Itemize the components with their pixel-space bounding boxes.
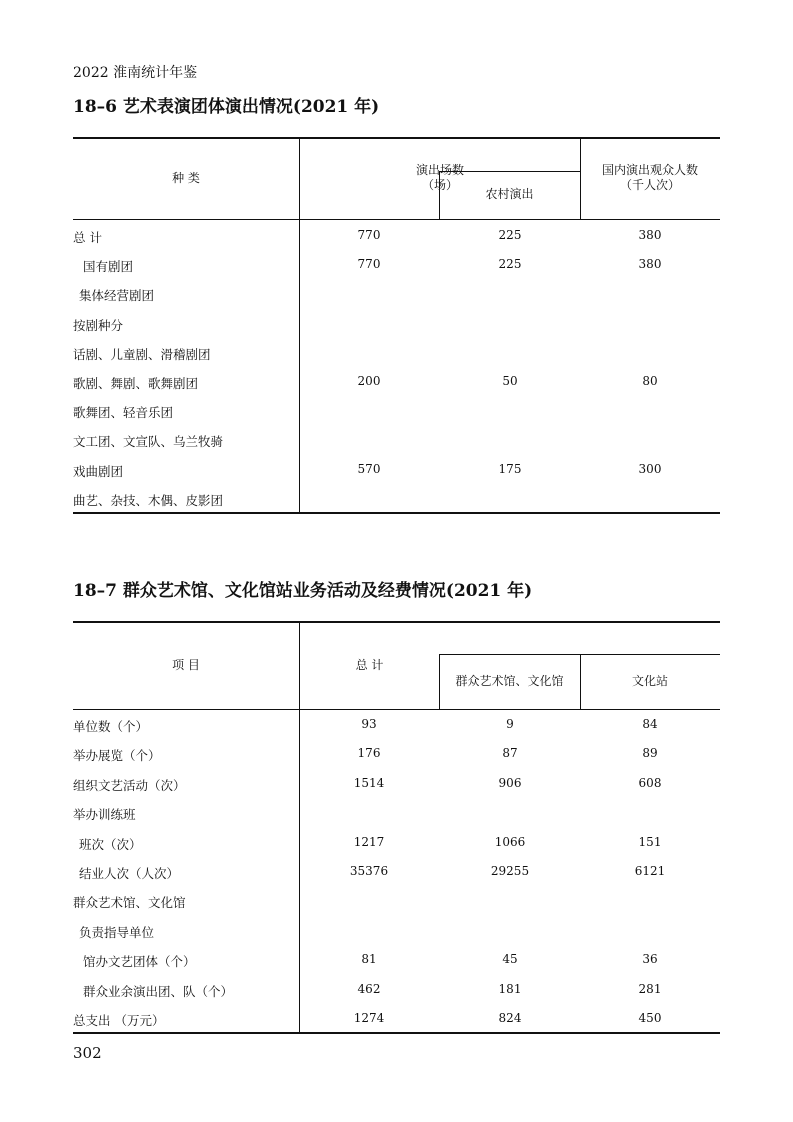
row-label: 歌剧、舞剧、歌舞剧团 xyxy=(73,376,199,391)
row-value-col1: 770 xyxy=(357,228,381,242)
table2-header-col3: 文化站 xyxy=(631,674,668,688)
row-value-col2: 87 xyxy=(502,746,518,761)
table2-title: 18–7 群众艺术馆、文化馆站业务活动及经费情况(2021 年) xyxy=(73,581,533,601)
table-row xyxy=(73,426,720,455)
row-value-col2: 9 xyxy=(506,717,514,731)
table-row xyxy=(73,799,720,828)
table-row xyxy=(73,280,720,309)
row-label: 单位数（个） xyxy=(73,719,149,734)
table1-header-col0: 种 类 xyxy=(172,171,200,185)
table1-header-col3: 国内演出观众人数 （千人次） xyxy=(601,163,698,192)
row-value-col2: 50 xyxy=(502,374,518,388)
row-value-col3: 281 xyxy=(638,981,662,996)
row-label: 总 计 xyxy=(73,230,102,245)
row-value-col1: 93 xyxy=(361,717,377,731)
row-label: 群众艺术馆、文化馆 xyxy=(73,895,186,911)
row-label: 按剧种分 xyxy=(73,317,124,333)
table-row xyxy=(73,339,720,368)
table-row xyxy=(73,829,720,858)
row-value-col1: 462 xyxy=(357,981,381,996)
row-value-col3: 89 xyxy=(642,746,658,761)
table-row xyxy=(73,858,720,887)
row-label: 总支出 （万元） xyxy=(73,1013,165,1028)
row-label: 举办展览（个） xyxy=(73,748,161,764)
table2-header-col1: 总 计 xyxy=(355,658,384,672)
table-row xyxy=(73,368,720,397)
row-label: 话剧、儿童剧、滑稽剧团 xyxy=(73,346,211,362)
row-label: 班次（次） xyxy=(79,836,142,852)
row-label: 组织文艺活动（次） xyxy=(73,777,186,793)
running-header: 2022 淮南统计年鉴 xyxy=(73,65,198,81)
table2-subheader-rule xyxy=(439,654,720,655)
table-row xyxy=(73,946,720,975)
table1 xyxy=(73,137,720,515)
table-row xyxy=(73,976,720,1005)
table1-top-rule xyxy=(73,137,720,139)
row-label: 戏曲剧团 xyxy=(73,463,124,479)
table1-title: 18–6 艺术表演团体演出情况(2021 年) xyxy=(73,97,380,117)
table1-header-bottom-rule xyxy=(73,219,720,220)
table1-header-col1: 演出场数 （场） xyxy=(415,163,464,192)
table2-header-bottom-rule xyxy=(73,709,720,710)
row-value-col1: 176 xyxy=(357,746,381,761)
table-row xyxy=(73,887,720,916)
row-label: 馆办文艺团体（个） xyxy=(83,954,196,970)
row-value-col1: 1514 xyxy=(353,775,385,790)
row-value-col2: 824 xyxy=(498,1011,522,1025)
row-value-col2: 45 xyxy=(502,952,518,967)
table-row xyxy=(73,310,720,339)
row-label: 国有剧团 xyxy=(83,259,134,275)
table-row xyxy=(73,711,720,740)
row-value-col2: 29255 xyxy=(490,864,530,878)
row-label: 结业人次（人次） xyxy=(79,866,180,881)
row-value-col1: 200 xyxy=(357,374,381,388)
row-value-col2: 906 xyxy=(498,775,522,790)
row-value-col3: 380 xyxy=(638,228,662,242)
table-row xyxy=(73,1005,720,1034)
page-number: 302 xyxy=(73,1044,102,1062)
row-value-col3: 36 xyxy=(642,952,658,967)
row-value-col2: 175 xyxy=(498,461,522,476)
row-value-col1: 35376 xyxy=(349,864,389,878)
table2-header-col0: 项 目 xyxy=(172,658,200,672)
row-value-col3: 84 xyxy=(642,717,658,731)
row-value-col3: 300 xyxy=(638,461,662,476)
table2-header-col2: 群众艺术馆、文化馆 xyxy=(455,674,564,688)
row-value-col3: 380 xyxy=(638,257,662,272)
table2-top-rule xyxy=(73,621,720,623)
row-value-col2: 181 xyxy=(498,981,522,996)
row-label: 群众业余演出团、队（个） xyxy=(83,983,234,999)
row-label: 歌舞团、轻音乐团 xyxy=(73,405,174,421)
row-value-col2: 225 xyxy=(498,257,522,272)
table-row xyxy=(73,917,720,946)
row-value-col1: 1217 xyxy=(353,834,385,849)
row-value-col2: 225 xyxy=(498,228,522,242)
table-row xyxy=(73,485,720,514)
table-row xyxy=(73,740,720,769)
row-value-col1: 1274 xyxy=(353,1011,385,1025)
row-value-col3: 151 xyxy=(638,834,662,849)
table-row xyxy=(73,251,720,280)
row-label: 集体经营剧团 xyxy=(79,288,155,304)
row-value-col2: 1066 xyxy=(494,834,526,849)
table1-header-col2: 农村演出 xyxy=(485,187,534,201)
table2-bottom-rule xyxy=(73,1032,720,1034)
row-value-col3: 608 xyxy=(638,775,662,790)
row-label: 负责指导单位 xyxy=(79,924,155,940)
row-value-col1: 770 xyxy=(357,257,381,272)
row-value-col3: 450 xyxy=(638,1011,662,1025)
table-row xyxy=(73,456,720,485)
row-value-col3: 80 xyxy=(642,374,658,388)
row-label: 举办训练班 xyxy=(73,807,136,823)
row-label: 曲艺、杂技、木偶、皮影团 xyxy=(73,492,224,508)
row-label: 文工团、文宣队、乌兰牧骑 xyxy=(73,434,224,450)
table-row xyxy=(73,222,720,251)
table2 xyxy=(73,621,720,1035)
row-value-col3: 6121 xyxy=(634,864,666,878)
row-value-col1: 570 xyxy=(357,461,381,476)
table-row xyxy=(73,770,720,799)
table1-bottom-rule xyxy=(73,512,720,514)
row-value-col1: 81 xyxy=(361,952,377,967)
table-row xyxy=(73,397,720,426)
